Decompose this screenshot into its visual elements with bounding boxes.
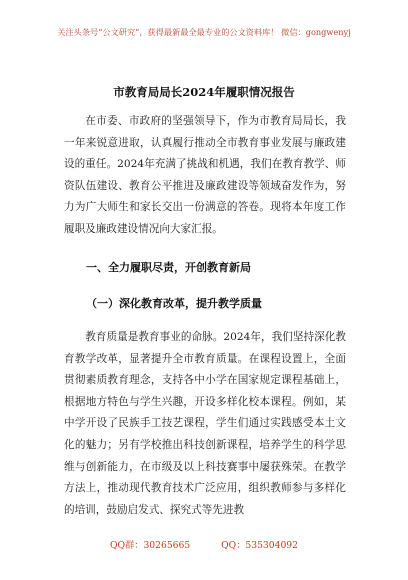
document-title: 市教育局局长2024年履职情况报告 (113, 85, 295, 99)
section-heading-1: 一、全力履职尽责，开创教育新局 (86, 261, 251, 274)
footer-qq-group: QQ群：30265665 (110, 540, 191, 551)
header-promo-note: 关注头条号“公文研究”，获得最新最全最专业的公文资料库！ 微信：gongwenyj (57, 27, 351, 37)
footer-contact (0, 537, 408, 551)
intro-paragraph: 在市委、市政府的坚强领导下，作为市教育局局长，我一年来锐意进取，认真履行推动全市教育事业发展与廉政建设的重任。2024年充满了挑战和机遇，我们在教育教学、师资队伍建设、教育公平推进及廉政建设等领域奋发作为，努力为广大师生和家长交出一份满意的答卷。现将本年度工作履职及廉政建设情况向大家汇报。 (64, 115, 346, 235)
footer-qq-number: QQ：535304092 (221, 540, 298, 551)
subsection-heading-1: （一）深化教育改革，提升教学质量 (86, 297, 262, 310)
body-paragraph: 教育质量是教育事业的命脉。2024年，我们坚持深化教育教学改革，显著提升全市教育质量。在课程设置上，全面贯彻素质教育理念，支持各中小学在国家规定课程基础上，根据地方特色与学生兴趣，开设多样化校本课程。例如，某中学开设了民族手工技艺课程，学生们通过实践感受本土文化的魅力；另有学校推出科技创新课程，培养学生的科学思维与创新能力，在市级及以上科技赛事中屡获殊荣。在教学方法上，推动现代教育技术广泛应用，组织教师参与多样化的培训，鼓励启发式、探究式等先进教 (64, 331, 346, 516)
